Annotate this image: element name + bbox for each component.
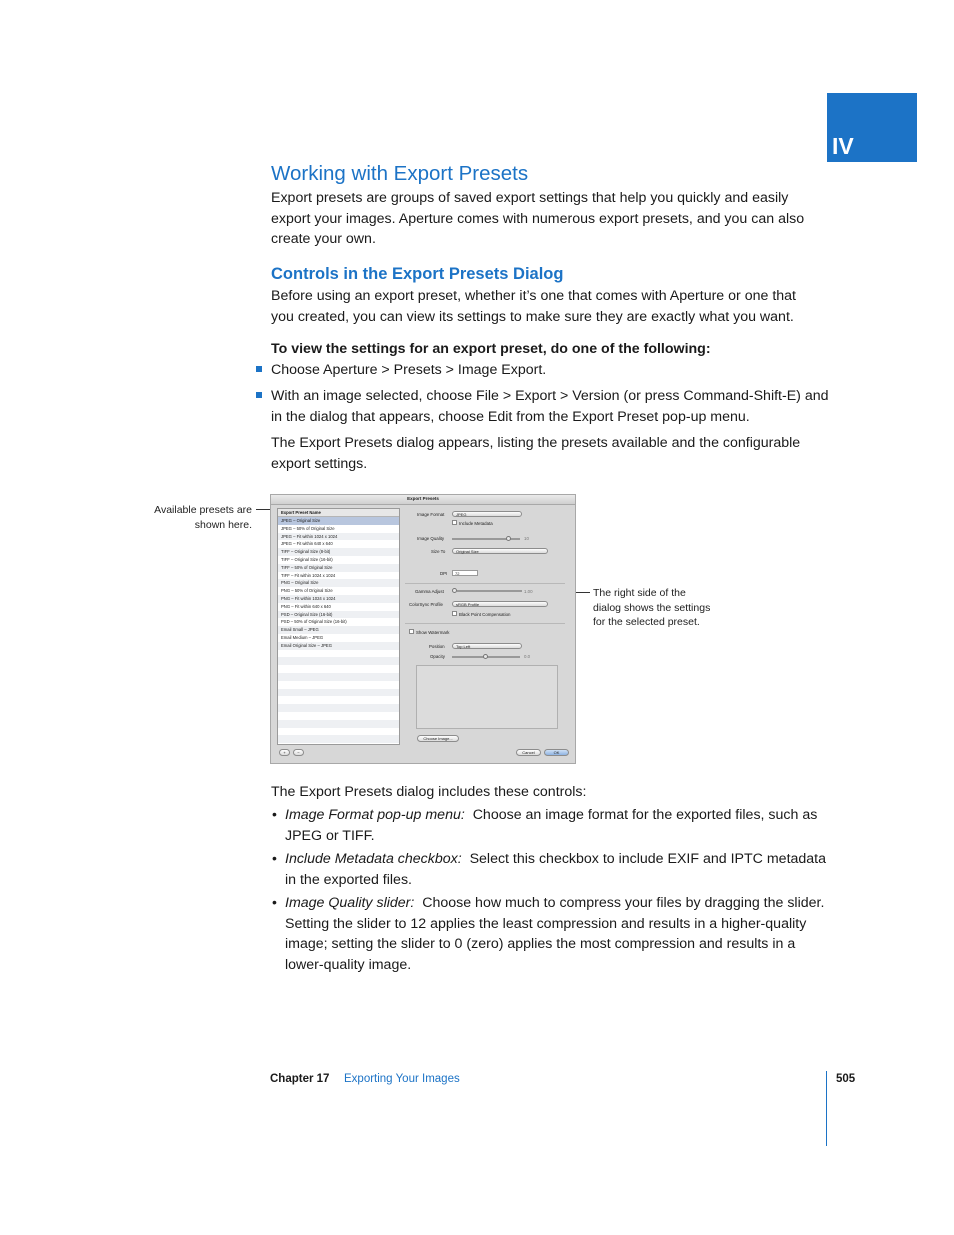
- dpi-label: DPI: [440, 571, 448, 576]
- preset-list-empty-row: [278, 650, 399, 658]
- control-term: Image Quality slider:: [285, 895, 415, 911]
- callout-right-line: for the selected preset.: [593, 616, 700, 628]
- black-point-checkbox[interactable]: [452, 611, 457, 616]
- step-2: [271, 386, 829, 427]
- control-desc: in the exported files.: [285, 871, 412, 888]
- position-label: Position: [429, 644, 445, 649]
- control-term: Image Format pop-up menu:: [285, 807, 465, 823]
- divider: [405, 583, 565, 584]
- part-label: IV: [832, 133, 854, 159]
- image-format-popup[interactable]: JPEG: [452, 511, 522, 517]
- step-2-line: in the dialog that appears, choose Edit from the Export Preset pop-up menu.: [271, 408, 750, 425]
- step-1: Choose Aperture > Presets > Image Export.: [271, 362, 547, 378]
- footer-divider: [826, 1071, 827, 1146]
- after-steps-line: export settings.: [271, 455, 368, 472]
- callout-left: [130, 503, 252, 532]
- preset-list-item[interactable]: PNG – Original Size: [278, 579, 399, 587]
- cancel-button[interactable]: Cancel: [516, 749, 541, 756]
- include-metadata-label: Include Metadata: [459, 521, 493, 526]
- callout-right: [593, 586, 710, 630]
- show-watermark-checkbox[interactable]: [409, 629, 414, 634]
- preset-list-item[interactable]: PNG – Fit within 1024 x 1024: [278, 595, 399, 603]
- preset-list-item[interactable]: TIFF – 50% of Original Size: [278, 564, 399, 572]
- preset-list-empty-row: [278, 712, 399, 720]
- bullet-dot-icon: •: [272, 850, 277, 866]
- callout-right-line: dialog shows the settings: [593, 601, 711, 614]
- control-desc: image; setting the slider to 0 (zero) applies the most compression and results in a: [285, 936, 796, 952]
- control-item-include-metadata: [285, 849, 826, 890]
- opacity-value: 0.0: [524, 654, 531, 659]
- image-quality-value: 10: [524, 536, 529, 541]
- control-item-image-quality: [285, 893, 824, 975]
- position-popup[interactable]: Top Left: [452, 643, 522, 649]
- section-intro-line: Export presets are groups of saved export settings that help you quickly and easily: [271, 190, 789, 206]
- preset-list-item[interactable]: JPEG – Fit within 1024 x 1024: [278, 533, 399, 541]
- bullet-dot-icon: •: [272, 894, 277, 910]
- preset-list-item[interactable]: TIFF – Original Size (8-bit): [278, 548, 399, 556]
- task-heading: To view the settings for an export preset, do one of the following:: [271, 341, 711, 357]
- part-tab: [827, 93, 917, 162]
- preset-list-item[interactable]: JPEG – Fit within 640 x 640: [281, 541, 333, 547]
- opacity-label: Opacity: [430, 654, 445, 659]
- preset-list-empty-row: [278, 735, 399, 743]
- preset-list-item[interactable]: Email Medium – JPEG: [281, 634, 324, 640]
- control-item-image-format: [285, 805, 817, 846]
- opacity-knob[interactable]: [483, 654, 488, 659]
- export-presets-dialog: [270, 494, 576, 764]
- black-point-label: Black Point Compensation: [459, 612, 511, 617]
- preset-list-empty-row: [278, 696, 399, 704]
- watermark-image-well[interactable]: [416, 665, 558, 729]
- preset-list[interactable]: [277, 508, 400, 745]
- preset-list-item[interactable]: Email Small – JPEG: [278, 626, 399, 634]
- control-term: Include Metadata checkbox:: [285, 851, 462, 867]
- preset-list-item[interactable]: TIFF – Fit within 1024 x 1024: [281, 572, 336, 578]
- control-desc: Setting the slider to 12 applies the least compression and results in a higher-quality: [285, 915, 807, 932]
- preset-list-item[interactable]: PNG – 50% of Original Size: [281, 588, 333, 594]
- gamma-adjust-label: Gamma Adjust: [415, 589, 444, 594]
- callout-left-line: shown here.: [194, 518, 252, 531]
- footer-chapter: Chapter 17: [270, 1073, 330, 1085]
- section-intro: [271, 188, 804, 250]
- add-preset-button[interactable]: +: [279, 749, 290, 756]
- control-desc: JPEG or TIFF.: [285, 827, 375, 844]
- control-desc: Choose how much to compress your files by dragging the slider.: [422, 895, 825, 911]
- preset-list-empty-row: [278, 720, 399, 728]
- preset-list-empty-row: [278, 657, 399, 665]
- preset-list-empty-row: [278, 728, 399, 736]
- subsection-intro-line: Before using an export preset, whether it’s one that comes with Aperture or one that: [271, 288, 796, 304]
- after-steps-line: The Export Presets dialog appears, listing the presets available and the configurable: [271, 435, 801, 451]
- ok-button[interactable]: OK: [544, 749, 569, 756]
- preset-list-empty-row: [278, 673, 399, 681]
- preset-list-empty-row: [278, 689, 399, 697]
- callout-left-line: Available presets are: [154, 504, 252, 516]
- subsection-intro-line: you created, you can view its settings to make sure they are exactly what you want.: [271, 308, 794, 325]
- image-quality-label: Image Quality: [417, 536, 445, 541]
- gamma-adjust-value: 1.00: [524, 589, 533, 594]
- controls-lead: The Export Presets dialog includes these controls:: [271, 784, 587, 800]
- footer-chapter-title[interactable]: Exporting Your Images: [344, 1073, 460, 1085]
- preset-list-item[interactable]: PSD – Original Size (16-bit): [278, 611, 399, 619]
- colorsync-profile-label: ColorSync Profile: [409, 602, 443, 607]
- preset-list-empty-row: [278, 665, 399, 673]
- include-metadata-checkbox[interactable]: [452, 520, 457, 525]
- bullet-square-icon: [256, 392, 262, 398]
- preset-list-item[interactable]: PSD – 50% of Original Size (16-bit): [281, 619, 347, 625]
- section-intro-line: create your own.: [271, 231, 376, 247]
- preset-list-empty-row: [278, 704, 399, 712]
- preset-list-empty-row: [278, 681, 399, 689]
- gamma-adjust-slider[interactable]: [457, 590, 522, 592]
- subsection-intro: [271, 286, 796, 327]
- preset-list-item[interactable]: JPEG – Original Size: [278, 517, 399, 525]
- step-2-line: With an image selected, choose File > Export > Version (or press Command-Shift-E) and: [271, 388, 829, 404]
- preset-list-item[interactable]: PNG – Fit within 640 x 640: [281, 603, 331, 609]
- section-intro-line: export your images. Aperture comes with numerous export presets, and you can also: [271, 210, 805, 227]
- preset-list-item[interactable]: JPEG – 50% of Original Size: [281, 525, 335, 531]
- image-quality-knob[interactable]: [506, 536, 511, 541]
- dialog-title: Export Presets: [407, 496, 439, 501]
- preset-list-item[interactable]: Email Original Size – JPEG: [278, 642, 399, 650]
- preset-rows: [278, 517, 399, 743]
- section-title: Working with Export Presets: [271, 162, 529, 185]
- bullet-dot-icon: •: [272, 806, 277, 822]
- dialog-titlebar: [271, 495, 575, 505]
- dpi-field[interactable]: 72: [452, 570, 478, 576]
- divider: [405, 623, 565, 624]
- bullet-square-icon: [256, 366, 262, 372]
- callout-right-line: The right side of the: [593, 587, 686, 599]
- subsection-title: Controls in the Export Presets Dialog: [271, 265, 564, 283]
- choose-image-button[interactable]: Choose Image...: [417, 735, 459, 742]
- page-number: 505: [836, 1073, 856, 1085]
- image-format-label: Image Format: [417, 512, 445, 517]
- remove-preset-button[interactable]: −: [293, 749, 304, 756]
- control-desc: Choose an image format for the exported files, such as: [472, 807, 818, 823]
- colorsync-profile-popup[interactable]: sRGB Profile: [452, 601, 548, 607]
- show-watermark-label: Show Watermark: [416, 630, 450, 635]
- size-to-label: Size To: [431, 549, 446, 554]
- after-steps: [271, 433, 800, 474]
- control-desc: Select this checkbox to include EXIF and IPTC metadata: [469, 851, 827, 867]
- control-desc: lower-quality image.: [285, 956, 412, 973]
- size-to-popup[interactable]: Original Size: [452, 548, 548, 554]
- preset-list-header[interactable]: Export Preset Name: [278, 509, 399, 517]
- preset-list-item[interactable]: TIFF – Original Size (16-bit): [281, 556, 333, 562]
